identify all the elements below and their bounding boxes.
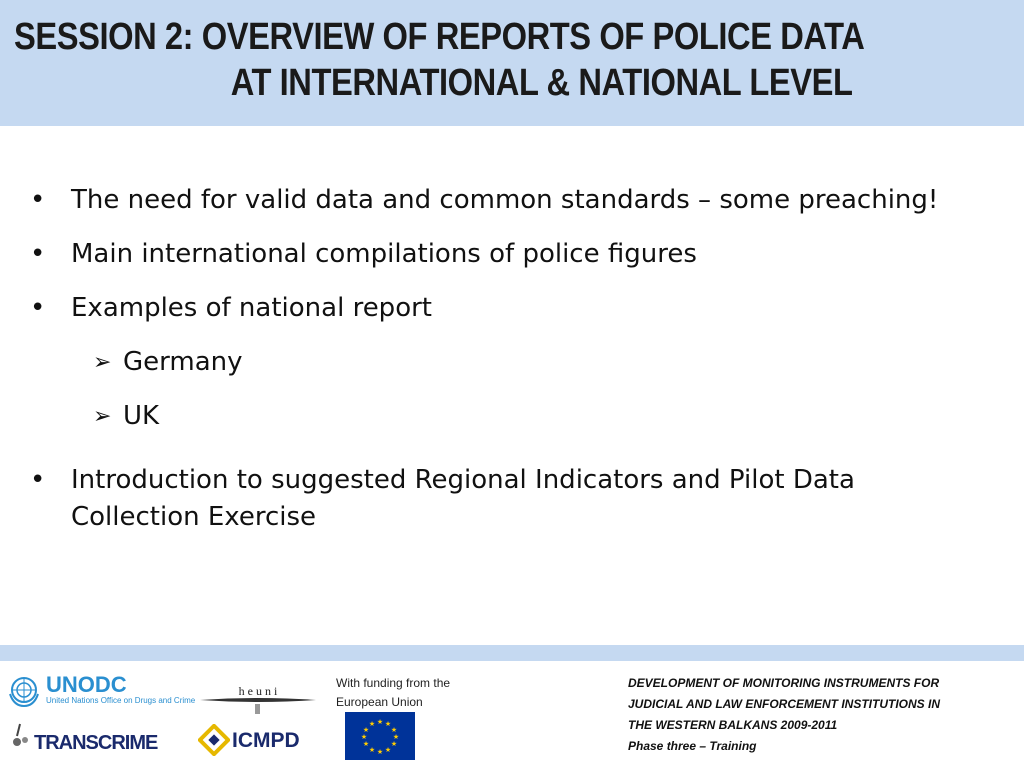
bullet-item bbox=[30, 182, 990, 219]
bullet-marker: • bbox=[30, 293, 46, 323]
unodc-logo-text: UNODC bbox=[46, 672, 127, 697]
transcrime-mark-icon bbox=[10, 722, 32, 750]
icmpd-logo-text: ICMPD bbox=[232, 729, 300, 752]
bullet-item bbox=[30, 462, 990, 536]
svg-text:★: ★ bbox=[368, 746, 376, 754]
bullet-item bbox=[30, 290, 990, 327]
unodc-subtitle: United Nations Office on Drugs and Crime bbox=[46, 696, 196, 705]
svg-text:★: ★ bbox=[376, 718, 384, 726]
project-line-2: JUDICIAL AND LAW ENFORCEMENT INSTITUTIONS IN bbox=[628, 697, 940, 711]
funding-line-1: With funding from the bbox=[336, 676, 451, 690]
bullet-marker: • bbox=[30, 185, 46, 215]
project-line-4: Phase three – Training bbox=[628, 739, 757, 753]
un-emblem-icon bbox=[6, 674, 42, 708]
svg-text:★: ★ bbox=[384, 746, 392, 754]
arrow-icon: ➢ bbox=[93, 404, 112, 429]
arrow-icon: ➢ bbox=[93, 350, 112, 375]
bullet-text: Main international compilations of police figures bbox=[71, 239, 697, 269]
svg-text:★: ★ bbox=[384, 720, 392, 728]
footer-band bbox=[0, 645, 1024, 661]
slide-title bbox=[14, 14, 864, 106]
svg-text:★: ★ bbox=[390, 740, 398, 748]
svg-text:★: ★ bbox=[362, 726, 370, 734]
title-line-1: SESSION 2: OVERVIEW OF REPORTS OF POLICE DATA bbox=[14, 16, 865, 58]
eu-flag-icon bbox=[345, 712, 415, 760]
svg-text:★: ★ bbox=[360, 733, 368, 741]
bullet-marker: • bbox=[30, 239, 46, 269]
transcrime-logo-text: TRANSCRIME bbox=[34, 732, 158, 754]
project-line-1: DEVELOPMENT OF MONITORING INSTRUMENTS FOR bbox=[628, 676, 940, 690]
bullet-item bbox=[30, 236, 990, 273]
bullet-text: Introduction to suggested Regional Indicators and Pilot Data Collection Exercise bbox=[71, 465, 855, 532]
svg-text:★: ★ bbox=[376, 748, 384, 756]
svg-text:★: ★ bbox=[390, 726, 398, 734]
sub-bullet-item bbox=[30, 344, 990, 381]
svg-text:★: ★ bbox=[392, 733, 400, 741]
bullet-marker: • bbox=[30, 465, 46, 495]
sub-bullet-item bbox=[30, 398, 990, 435]
bullet-text: Examples of national report bbox=[71, 293, 432, 323]
sub-bullet-text: Germany bbox=[123, 347, 243, 377]
svg-text:★: ★ bbox=[368, 720, 376, 728]
title-line-2: AT INTERNATIONAL & NATIONAL LEVEL bbox=[230, 62, 853, 104]
bullet-text: The need for valid data and common standards – some preaching! bbox=[71, 185, 939, 215]
slide-content bbox=[30, 182, 990, 553]
title-banner bbox=[0, 0, 1024, 126]
heuni-logo-text: h e u n i bbox=[238, 684, 278, 698]
project-line-3: THE WESTERN BALKANS 2009-2011 bbox=[628, 718, 838, 732]
sub-bullet-text: UK bbox=[123, 401, 160, 431]
funding-line-2: European Union bbox=[336, 695, 423, 709]
funding-note bbox=[336, 674, 450, 712]
project-description bbox=[628, 673, 940, 757]
svg-text:★: ★ bbox=[362, 740, 370, 748]
icmpd-mark-icon bbox=[198, 724, 230, 756]
heuni-logo bbox=[198, 682, 318, 716]
